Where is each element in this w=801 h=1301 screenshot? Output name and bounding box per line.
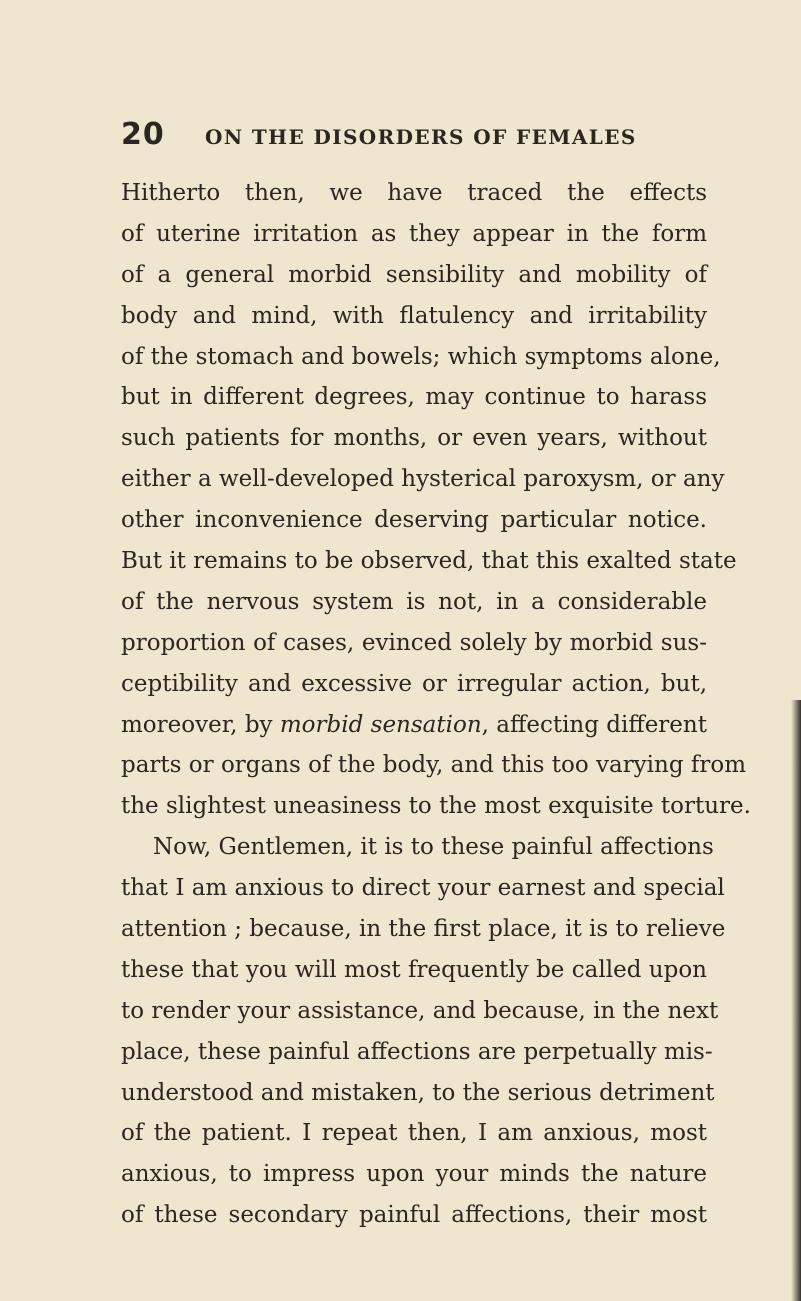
text-line: [121, 705, 707, 746]
text-line: parts or organs of the body, and this too varying from: [121, 752, 747, 779]
paragraph-start-line: Now, Gentlemen, it is to these painful affections: [153, 834, 714, 861]
text-line: either a well-developed hysterical paroxysm, or any: [121, 466, 725, 493]
text-line: of a general morbid sensibility and mobility of: [121, 261, 707, 288]
running-head: ON THE DISORDERS OF FEMALES: [205, 125, 637, 149]
text-line: such patients for months, or even years, without: [121, 425, 707, 452]
text-segment: , affecting different: [481, 711, 707, 738]
text-line: proportion of cases, evinced solely by morbid sus-: [121, 629, 707, 656]
text-line: of the patient. I repeat then, I am anxious, most: [121, 1120, 707, 1147]
text-line: to render your assistance, and because, in the next: [121, 997, 719, 1024]
text-line: Hitherto then, we have traced the effects: [121, 180, 707, 206]
italic-phrase: morbid sensation: [279, 711, 482, 738]
text-line: the slightest uneasiness to the most exquisite torture.: [121, 793, 751, 820]
text-line: attention ; because, in the first place, it is to relieve: [121, 916, 726, 943]
text-line: of these secondary painful affections, their most: [121, 1202, 707, 1229]
text-line: But it remains to be observed, that this exalted state: [121, 548, 737, 575]
text-line: these that you will most frequently be called upon: [121, 956, 707, 983]
page-header: [121, 118, 721, 158]
text-line: but in different degrees, may continue to harass: [121, 384, 707, 411]
text-line: that I am anxious to direct your earnest and special: [121, 875, 725, 902]
text-segment: moreover, by: [121, 711, 280, 738]
text-line: of the nervous system is not, in a considerable: [121, 588, 707, 615]
body-text: [121, 173, 751, 1236]
text-line: ceptibility and excessive or irregular action, but,: [121, 670, 707, 697]
text-line: of the stomach and bowels; which symptoms alone,: [121, 343, 721, 370]
text-line: anxious, to impress upon your minds the nature: [121, 1161, 707, 1188]
page-number: 20: [121, 117, 165, 152]
text-line: place, these painful affections are perpetually mis-: [121, 1038, 713, 1065]
text-line: other inconvenience deserving particular notice.: [121, 507, 707, 534]
text-line: body and mind, with flatulency and irritability: [121, 302, 707, 329]
text-line: of uterine irritation as they appear in the form: [121, 220, 707, 247]
page-edge-shadow: [791, 700, 801, 1301]
text-line: understood and mistaken, to the serious detriment: [121, 1079, 715, 1106]
